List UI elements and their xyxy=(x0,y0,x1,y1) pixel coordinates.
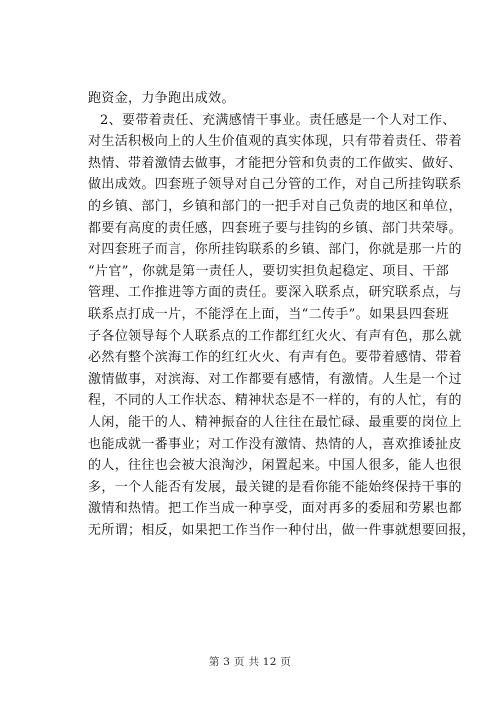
body-text xyxy=(88,88,476,541)
text-line: 无所谓；相反，如果把工作当作一种付出，做一件事就想要回报， xyxy=(88,522,476,538)
text-line: “片官”，你就是第一责任人，要切实担负起稳定、项目、干部 xyxy=(88,263,450,279)
text-line: 激情做事，对滨海、对工作都要有感情，有激情。人生是一个过 xyxy=(88,371,462,387)
text-line: 人闲，能干的人、精神振奋的人往往在最忙碌、最重要的岗位上 xyxy=(88,414,462,430)
text-line: 子各位领导每个人联系点的工作都红红火火、有声有色，那么就 xyxy=(88,328,462,344)
text-line: 激情和热情。把工作当成一种享受，面对再多的委屈和劳累也都 xyxy=(88,501,462,517)
text-line: 管理、工作推进等方面的责任。要深入联系点，研究联系点，与 xyxy=(88,285,462,301)
text-line: 对四套班子而言，你所挂钩联系的乡镇、部门，你就是那一片的 xyxy=(88,242,462,258)
page-number-footer: 第 3 页 共 12 页 xyxy=(208,656,292,668)
text-line: 多，一个人能否有发展，最关键的是看你能不能始终保持干事的 xyxy=(88,479,462,495)
text-line: 都要有高度的责任感，四套班子要与挂钩的乡镇、部门共荣辱。 xyxy=(88,220,462,236)
paragraph-start-line: 2、要带着责任、充满感情干事业。责任感是一个人对工作、 xyxy=(100,112,456,128)
text-line: 对生活积极向上的人生价值观的真实体现，只有带着责任、带着 xyxy=(88,134,462,150)
text-line: 程，不同的人工作状态、精神状态是不一样的，有的人忙，有的 xyxy=(88,393,462,409)
text-line: 的人，往往也会被大浪淘沙，闲置起来。中国人很多，能人也很 xyxy=(88,458,462,474)
text-line: 跑资金，力争跑出成效。 xyxy=(88,91,235,106)
text-line: 的乡镇、部门，乡镇和部门的一把手对自己负责的地区和单位， xyxy=(88,198,462,214)
text-line: 热情、带着激情去做事，才能把分管和负责的工作做实、做好、 xyxy=(88,155,462,171)
text-line: 必然有整个滨海工作的红红火火、有声有色。要带着感情、带着 xyxy=(88,350,462,366)
text-line: 联系点打成一片，不能浮在上面，当“二传手”。如果县四套班 xyxy=(88,306,450,322)
text-line: 做出成效。四套班子领导对自己分管的工作，对自己所挂钩联系 xyxy=(88,177,462,193)
text-line: 也能成就一番事业；对工作没有激情、热情的人，喜欢推诿扯皮 xyxy=(88,436,462,452)
